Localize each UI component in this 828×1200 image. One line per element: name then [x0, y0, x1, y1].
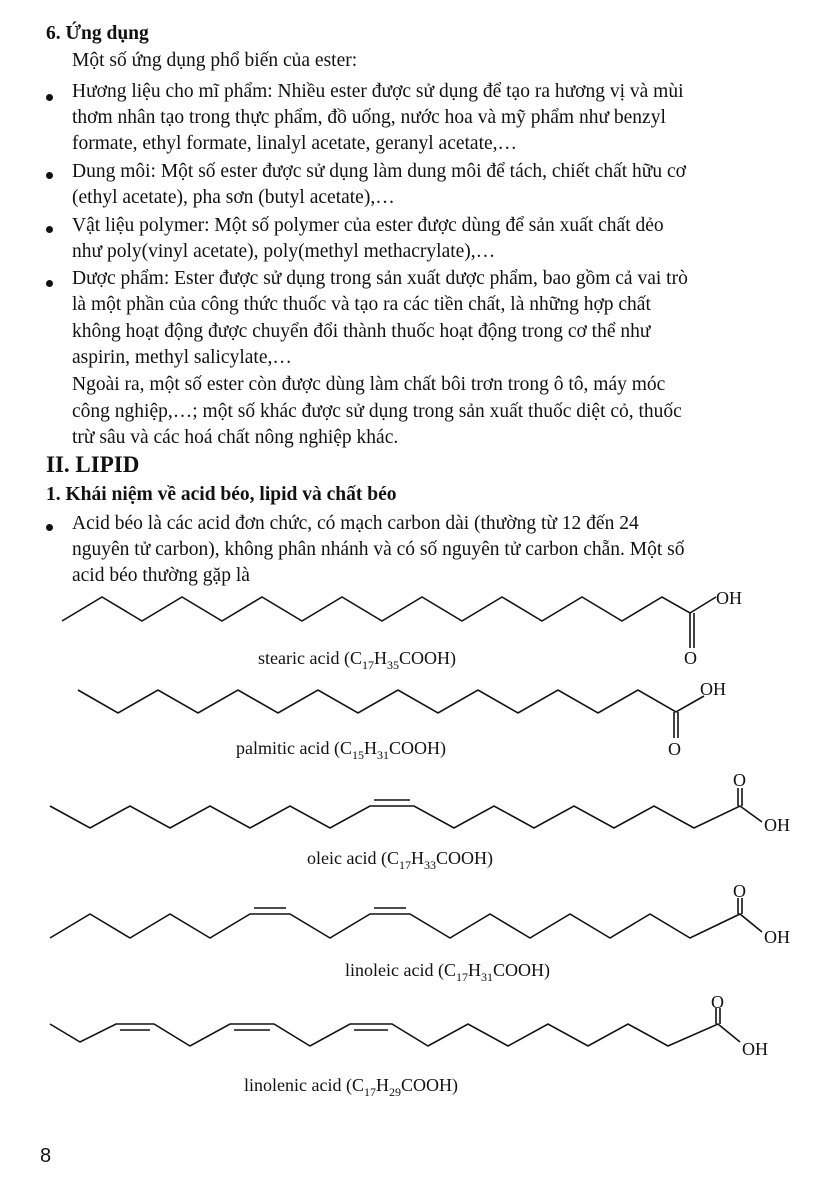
oleic-acid-chain [50, 806, 762, 828]
compound-caption: palmitic acid $(C_{15}H_{31}COOH)$ [236, 738, 446, 762]
bullet-line: Dung môi: Một số ester được sử dụng làm dung môi để tách, chiết chất hữu cơ [72, 161, 686, 182]
bullet-line: thơm nhân tạo trong thực phẩm, đồ uống, nước hoa và mỹ phẩm như benzyl [72, 107, 666, 128]
bullet-line: acid béo thường gặp là [72, 565, 250, 586]
atom-label-oh: OH [764, 815, 790, 835]
atom-label-oh: OH [716, 588, 742, 608]
bullet-line: formate, ethyl formate, linalyl acetate, geranyl acetate,… [72, 133, 518, 154]
bullet-line: nguyên tử carbon), không phân nhánh và có số nguyên tử carbon chẵn. Một số [72, 539, 685, 560]
compound-caption: oleic acid $(C_{17}H_{33}COOH)$ [307, 848, 493, 872]
compound-caption: linolenic acid $(C_{17}H_{29}COOH)$ [244, 1075, 458, 1099]
palmitic-acid-chain [78, 690, 704, 713]
paragraph-line: trừ sâu và các hoá chất nông nghiệp khác. [72, 427, 399, 448]
atom-label-o: O [684, 648, 697, 668]
bullet-line: như poly(vinyl acetate), poly(methyl methacrylate),… [72, 241, 496, 262]
atom-label-o: O [668, 739, 681, 759]
page-number: 8 [40, 1145, 52, 1167]
atom-label-oh: OH [700, 679, 726, 699]
intro-text: Một số ứng dụng phổ biến của ester: [72, 50, 358, 71]
paragraph-line: Ngoài ra, một số ester còn được dùng làm chất bôi trơn trong ô tô, máy móc [72, 374, 666, 395]
subsection-heading: 1. Khái niệm về acid béo, lipid và chất béo [46, 484, 397, 505]
section-heading: 6. Ứng dụng [46, 23, 149, 44]
bullet-line: là một phần của công thức thuốc và tạo ra các tiền chất, là những hợp chất [72, 294, 651, 315]
atom-label-o: O [711, 992, 724, 1012]
compound-caption: linoleic acid $(C_{17}H_{31}COOH)$ [345, 960, 550, 984]
linolenic-acid-chain [50, 1024, 740, 1046]
chapter-heading: II. LIPID [46, 452, 140, 477]
stearic-acid-chain [62, 597, 716, 621]
atom-label-oh: OH [742, 1039, 768, 1059]
atom-label-o: O [733, 881, 746, 901]
compound-caption: stearic acid $(C_{17}H_{35}COOH)$ [258, 648, 456, 672]
bullet-line: (ethyl acetate), pha sơn (butyl acetate),… [72, 187, 395, 208]
bullet-line: Dược phẩm: Ester được sử dụng trong sản xuất dược phẩm, bao gồm cả vai trò [72, 268, 688, 289]
bullet-line: Acid béo là các acid đơn chức, có mạch carbon dài (thường từ 12 đến 24 [72, 513, 639, 534]
atom-label-o: O [733, 770, 746, 790]
bullet-line: Hương liệu cho mĩ phẩm: Nhiều ester được sử dụng để tạo ra hương vị và mùi [72, 81, 684, 102]
linoleic-acid-chain [50, 914, 762, 938]
bullet-line: aspirin, methyl salicylate,… [72, 347, 292, 368]
bullet-line: không hoạt động được chuyển đổi thành thuốc hoạt động trong cơ thể như [72, 321, 651, 342]
bullet-line: Vật liệu polymer: Một số polymer của ester được dùng để sản xuất chất dẻo [72, 215, 664, 236]
paragraph-line: công nghiệp,…; một số khác được sử dụng trong sản xuất thuốc diệt cỏ, thuốc [72, 401, 682, 422]
atom-label-oh: OH [764, 927, 790, 947]
